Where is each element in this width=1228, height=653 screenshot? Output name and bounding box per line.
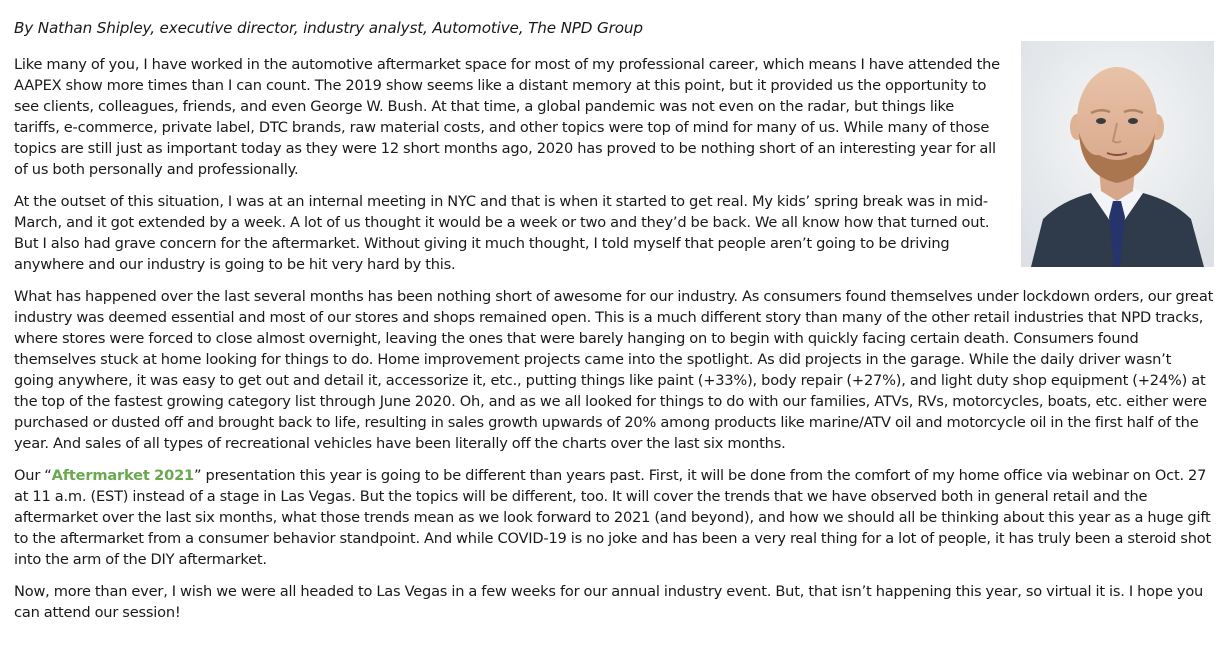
paragraph-4-before: Our “ [14,467,52,484]
aftermarket-2021-link[interactable]: Aftermarket 2021 [51,467,194,484]
paragraph-4 [14,465,1214,570]
byline: By Nathan Shipley, executive director, industry analyst, Automotive, The NPD Group [14,19,643,37]
paragraph-5: Now, more than ever, I wish we were all headed to Las Vegas in a few weeks for our annual industry event. But, that isn’t happening this year, so virtual it is. I hope you can attend our session! [14,583,1204,621]
paragraph-3: What has happened over the last several months has been nothing short of awesome for our industry. As consumers found themselves under lockdown orders, our great industry was deemed essential and most of our stores and shops remained open. This is a much different story than many of the other retail industries that NPD tracks, where stores were forced to close almost overnight, leaving the ones that were barely hanging on to begin with quickly facing certain death. Consumers found themselves stuck at home looking for things to do. Home improvement projects came into the spotlight. As did projects in the garage. While the daily driver wasn’t going anywhere, it was easy to get out and detail it, accessorize it, etc., putting things like paint (+33%), body repair (+27%), and light duty shop equipment (+24%) at the top of the fastest growing category list through June 2020. Oh, and as we all looked for things to do with our families, ATVs, RVs, motorcycles, boats, etc. either were purchased or dusted off and brought back to life, resulting in sales growth upwards of 20% among products like marine/ATV oil and motorcycle oil in the first half of the year. And sales of all types of recreational vehicles have been literally off the charts over the last six months. [14,288,1214,452]
paragraph-1: Like many of you, I have worked in the automotive aftermarket space for most of my professional career, which means I have attended the AAPEX show more times than I can count. The 2019 show seems like a distant memory at this point, but it provided us the opportunity to see clients, colleagues, friends, and even George W. Bush. At that time, a global pandemic was not even on the radar, but things like tariffs, e-commerce, private label, DTC brands, raw material costs, and other topics were top of mind for many of us. While many of those topics are still just as important today as they were 12 short months ago, 2020 has proved to be nothing short of an interesting year for all of us both personally and professionally. [14,56,1000,178]
paragraph-4-after: ” presentation this year is going to be different than years past. First, it will be done from the comfort of my home office via webinar on Oct. 27 at 11 a.m. (EST) instead of a stage in Las Vegas. But the topics will be different, too. It will cover the trends that we have observed both in general retail and the aftermarket over the last six months, what those trends mean as we look forward to 2021 (and beyond), and how we should all be thinking about this year as a huge gift to the aftermarket from a consumer behavior standpoint. And while COVID-19 is no joke and has been a very real thing for a lot of people, it has truly been a steroid shot into the arm of the DIY aftermarket. [14,467,1212,568]
author-photo [1021,41,1214,267]
paragraph-2: At the outset of this situation, I was at an internal meeting in NYC and that is when it started to get real. My kids’ spring break was in mid-March, and it got extended by a week. A lot of us thought it would be a week or two and they’d be back. We all know how that turned out. But I also had grave concern for the aftermarket. Without giving it much thought, I told myself that people aren’t going to be driving anywhere and our industry is going to be hit very hard by this. [14,193,990,273]
